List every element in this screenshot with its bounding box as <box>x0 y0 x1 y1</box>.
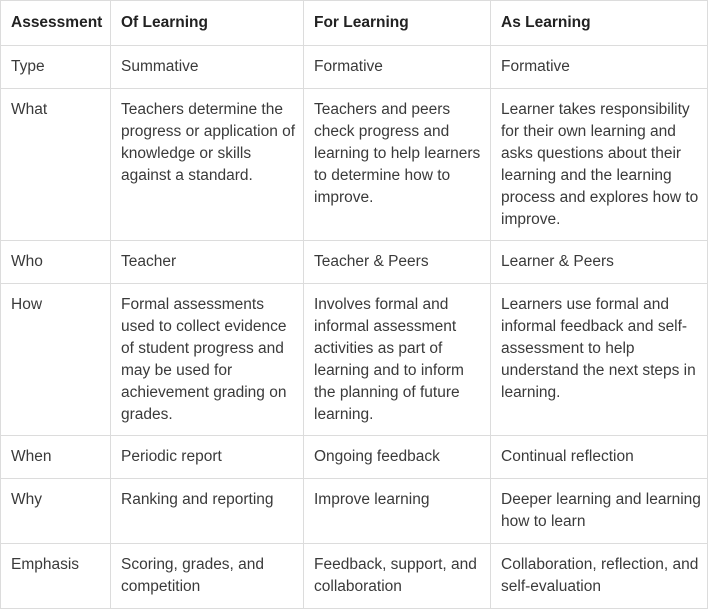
table-row <box>1 46 708 89</box>
header-as-learning: As Learning <box>491 1 708 46</box>
table-cell: Learner & Peers <box>491 241 708 284</box>
table-row <box>1 284 708 436</box>
table-cell: Feedback, support, and collaboration <box>304 544 491 609</box>
table-cell: Learners use formal and informal feedback and self-assessment to help understand the next steps in learning. <box>491 284 708 436</box>
table-row <box>1 436 708 479</box>
row-label: Type <box>1 46 111 89</box>
table-row <box>1 544 708 609</box>
table-cell: Teachers and peers check progress and learning to help learners to determine how to improve. <box>304 89 491 241</box>
table-cell: Formative <box>491 46 708 89</box>
row-label: What <box>1 89 111 241</box>
table-row <box>1 479 708 544</box>
table-cell: Teacher & Peers <box>304 241 491 284</box>
row-label: Who <box>1 241 111 284</box>
table-cell: Deeper learning and learning how to learn <box>491 479 708 544</box>
table-cell: Ongoing feedback <box>304 436 491 479</box>
header-of-learning: Of Learning <box>111 1 304 46</box>
row-label: Why <box>1 479 111 544</box>
table-row <box>1 241 708 284</box>
table-row <box>1 89 708 241</box>
table-cell: Collaboration, reflection, and self-evaluation <box>491 544 708 609</box>
table-cell: Involves formal and informal assessment activities as part of learning and to inform the planning of future learning. <box>304 284 491 436</box>
table-cell: Scoring, grades, and competition <box>111 544 304 609</box>
row-label: How <box>1 284 111 436</box>
table-cell: Learner takes responsibility for their own learning and asks questions about their learning and the learning process and explores how to improve. <box>491 89 708 241</box>
table-cell: Periodic report <box>111 436 304 479</box>
table-cell: Improve learning <box>304 479 491 544</box>
table-cell: Summative <box>111 46 304 89</box>
row-label: When <box>1 436 111 479</box>
table-cell: Ranking and reporting <box>111 479 304 544</box>
table-cell: Teachers determine the progress or application of knowledge or skills against a standard. <box>111 89 304 241</box>
header-row <box>1 1 708 46</box>
header-assessment: Assessment <box>1 1 111 46</box>
row-label: Emphasis <box>1 544 111 609</box>
table-cell: Continual reflection <box>491 436 708 479</box>
table-cell: Formal assessments used to collect evidence of student progress and may be used for achievement grading on grades. <box>111 284 304 436</box>
header-for-learning: For Learning <box>304 1 491 46</box>
table-cell: Teacher <box>111 241 304 284</box>
table-cell: Formative <box>304 46 491 89</box>
